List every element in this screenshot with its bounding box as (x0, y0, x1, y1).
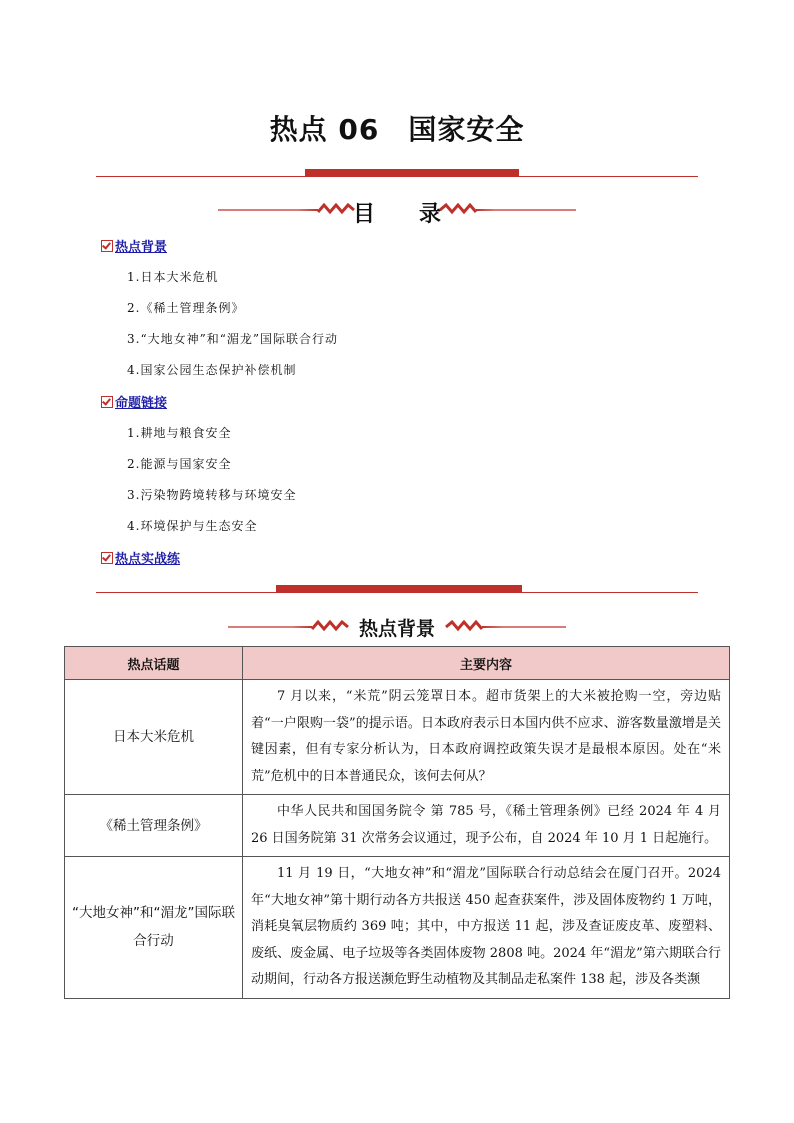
toc-item[interactable]: 2.《稀土管理条例》 (127, 301, 245, 315)
content-cell: 中华人民共和国国务院令 第 785 号，《稀土管理条例》已经 2024 年 4 月 26 日国务院第 31 次常务会议通过，现予公布，自 2024 年 10 月 1 日起施行。 (243, 795, 730, 857)
topic-cell: 日本大米危机 (65, 680, 243, 795)
column-header-topic: 热点话题 (65, 647, 243, 680)
checkbox-icon (101, 552, 113, 564)
toc-category-practice[interactable]: 热点实战练 (101, 548, 180, 567)
page-title: 热点 06 国家安全 (269, 113, 525, 146)
toc-item[interactable]: 4.环境保护与生态安全 (127, 519, 258, 533)
checkbox-icon (101, 396, 113, 408)
hotspot-table (64, 646, 730, 999)
table-header-row (65, 647, 730, 680)
checkbox-icon (101, 240, 113, 252)
toc-category-topic-links[interactable]: 命题链接 (101, 392, 167, 411)
topic-cell: 《稀土管理条例》 (65, 795, 243, 857)
toc-item[interactable]: 1.日本大米危机 (127, 270, 219, 284)
toc-item[interactable]: 1.耕地与粮食安全 (127, 426, 232, 440)
toc-item[interactable]: 3.污染物跨境转移与环境安全 (127, 488, 297, 502)
content-cell: 11 月 19 日，“大地女神”和“湄龙”国际联合行动总结会在厦门召开。2024 年“大地女神”第十期行动各方共报送 450 起查获案件，涉及固体废物约 1 万吨，消耗臭氧层物质约 369 吨；其中，中方报送 11 起，涉及查证废皮革、废塑料、废纸、废金属、电子垃圾等各类固体废物 2808 吨。2024 年“湄龙”第六期联合行动期间，行动各方报送濒危野生动植物及其制品走私案件 138 起，涉及各类濒 (243, 857, 730, 999)
toc-item[interactable]: 3.“大地女神”和“湄龙”国际联合行动 (127, 332, 338, 346)
toc-category-hot-background[interactable]: 热点背景 (101, 236, 167, 255)
table-row (65, 680, 730, 795)
content-cell: 7 月以来，“米荒”阴云笼罩日本。超市货架上的大米被抢购一空，旁边贴着“一户限购一袋”的提示语。日本政府表示日本国内供不应求、游客数量激增是关键因素，但有专家分析认为，日本政府调控政策失误才是最根本原因。处在“米荒”危机中的日本普通民众，该何去何从？ (243, 680, 730, 795)
table-row (65, 857, 730, 999)
toc-item[interactable]: 4.国家公园生态保护补偿机制 (127, 363, 297, 377)
table-row (65, 795, 730, 857)
topic-cell: “大地女神”和“湄龙”国际联合行动 (65, 857, 243, 999)
toc-item[interactable]: 2.能源与国家安全 (127, 457, 232, 471)
column-header-content: 主要内容 (243, 647, 730, 680)
